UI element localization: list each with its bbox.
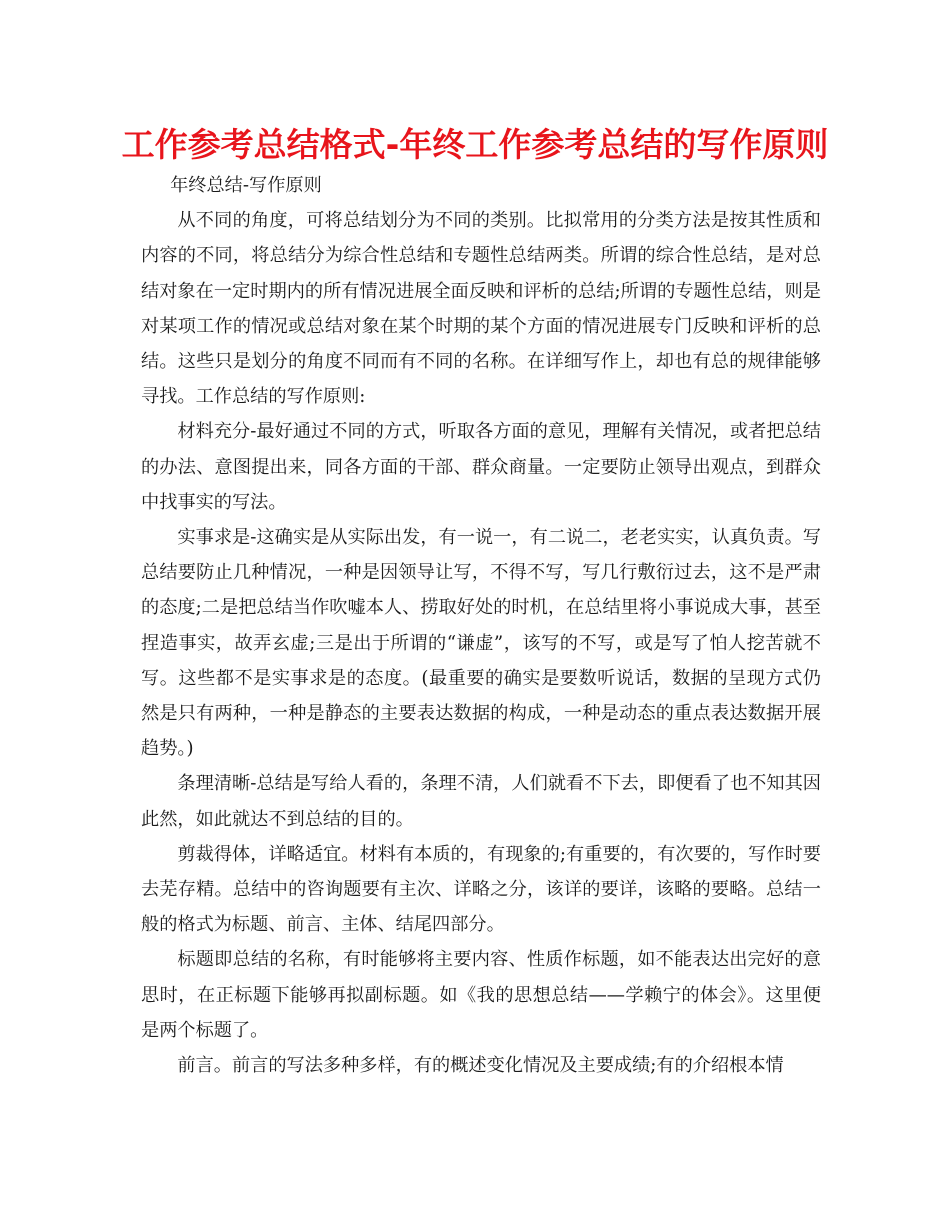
paragraph: 剪裁得体，详略适宜。材料有本质的，有现象的;有重要的，有次要的，写作时要去芜存精。总结中的咨询题要有主次、详略之分，该详的要详，该略的要略。总结一般的格式为标题、前言、主体、结尾四部分。 xyxy=(141,843,821,936)
document-body xyxy=(141,168,821,1083)
document-title: 工作参考总结格式-年终工作参考总结的写作原则 xyxy=(121,125,829,164)
paragraph: 前言。前言的写法多种多样，有的概述变化情况及主要成绩;有的介绍根本情 xyxy=(177,1055,784,1077)
paragraph: 条理清晰-总结是写给人看的，条理不清，人们就看不下去，即便看了也不知其因此然，如此就达不到总结的目的。 xyxy=(141,773,821,830)
paragraph: 实事求是-这确实是从实际出发，有一说一，有二说二，老老实实，认真负责。写总结要防止几种情况，一种是因领导让写，不得不写，写几行敷衍过去，这不是严肃的态度;二是把总结当作吹嘘本人、捞取好处的时机，在总结里将小事说成大事，甚至捏造事实，故弄玄虚;三是出于所谓的“谦虚”，该写的不写，或是写了怕人挖苦就不写。这些都不是实事求是的态度。(最重要的确实是要数听说话，数据的呈现方式仍然是只有两种，一种是静态的主要表达数据的构成，一种是动态的重点表达数据开展趋势。) xyxy=(141,527,821,760)
document-subtitle: 年终总结-写作原则 xyxy=(170,175,322,196)
paragraph: 从不同的角度，可将总结划分为不同的类别。比拟常用的分类方法是按其性质和内容的不同，将总结分为综合性总结和专题性总结两类。所谓的综合性总结，是对总结对象在一定时期内的所有情况进展全面反映和评析的总结;所谓的专题性总结，则是对某项工作的情况或总结对象在某个时期的某个方面的情况进展专门反映和评析的总结。这些只是划分的角度不同而有不同的名称。在详细写作上，却也有总的规律能够寻找。工作总结的写作原则: xyxy=(141,210,821,408)
paragraph: 标题即总结的名称，有时能够将主要内容、性质作标题，如不能表达出完好的意思时，在正标题下能够再拟副标题。如《我的思想总结——学赖宁的体会》。这里便是两个标题了。 xyxy=(141,949,821,1041)
paragraph: 材料充分-最好通过不同的方式，听取各方面的意见，理解有关情况，或者把总结的办法、意图提出来，同各方面的干部、群众商量。一定要防止领导出观点，到群众中找事实的写法。 xyxy=(141,421,821,513)
